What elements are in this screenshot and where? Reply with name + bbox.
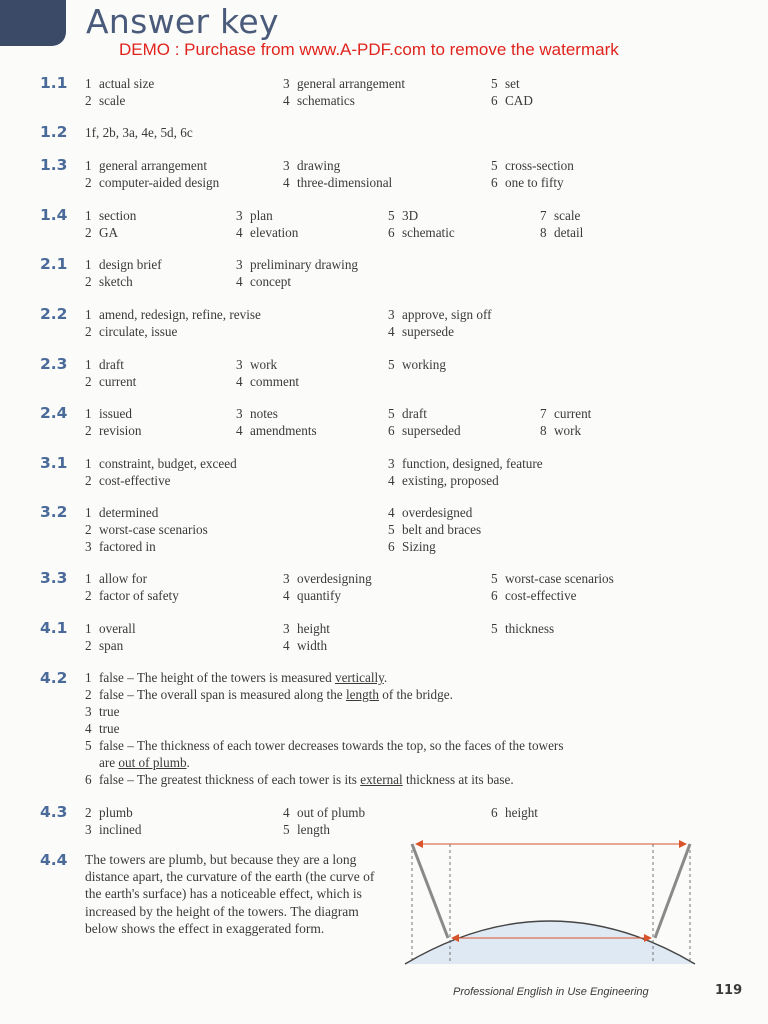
- answer-item: 4 schematics: [283, 93, 355, 108]
- answer-text: 1f, 2b, 3a, 4e, 5d, 6c: [85, 125, 193, 140]
- page-number: 119: [715, 983, 743, 998]
- answer-item: 7 scale: [540, 208, 581, 223]
- answer-item: 3 drawing: [283, 158, 341, 173]
- answer-item: 4 concept: [236, 274, 292, 289]
- answer-item: 1 amend, redesign, refine, revise: [85, 307, 261, 322]
- section-number: 4.1: [40, 619, 68, 637]
- answer-item: 8 detail: [540, 225, 584, 240]
- answer-item: 3 plan: [236, 208, 273, 223]
- answer-item: 8 work: [540, 423, 582, 438]
- answer-item: 1 constraint, budget, exceed: [85, 456, 237, 471]
- answer-item: 2 revision: [85, 423, 142, 438]
- answer-item: 4 quantify: [283, 588, 341, 603]
- answer-line: are out of plumb.: [99, 755, 190, 770]
- answer-item: 2 cost-effective: [85, 473, 171, 488]
- answer-item: 6 CAD: [491, 93, 533, 108]
- answer-line: 5 false – The thickness of each tower decreases towards the top, so the faces of the towers: [85, 738, 564, 753]
- answer-item: 1 allow for: [85, 571, 147, 586]
- answer-item: 2 factor of safety: [85, 588, 179, 603]
- answer-item: 4 existing, proposed: [388, 473, 499, 488]
- answer-item: 1 general arrangement: [85, 158, 207, 173]
- answer-item: 4 width: [283, 638, 328, 653]
- answer-item: 1 issued: [85, 406, 132, 421]
- answer-item: 3 general arrangement: [283, 76, 405, 91]
- answer-item: 4 overdesigned: [388, 505, 473, 520]
- answer-item: 1 actual size: [85, 76, 155, 91]
- section-number: 2.4: [40, 404, 68, 422]
- answer-item: 3 notes: [236, 406, 278, 421]
- answer-item: 5 draft: [388, 406, 427, 421]
- answer-item: 3 overdesigning: [283, 571, 372, 586]
- section-number: 2.1: [40, 255, 68, 273]
- answer-item: 2 GA: [85, 225, 119, 240]
- answer-line: 1 false – The height of the towers is measured vertically.: [85, 670, 388, 685]
- page-title: Answer key: [86, 2, 279, 41]
- answer-item: 1 draft: [85, 357, 124, 372]
- section-number: 3.2: [40, 503, 68, 521]
- answer-item: 6 one to fifty: [491, 175, 564, 190]
- section-number: 1.2: [40, 123, 68, 141]
- answer-item: 2 sketch: [85, 274, 133, 289]
- answer-item: 6 Sizing: [388, 539, 436, 554]
- explanation-paragraph: The towers are plumb, but because they are a long distance apart, the curvature of the earth (the curve of the earth's surface) has a noticeable effect, which is increased by the height of the towers. The diagram below shows the effect in exaggerated form.: [85, 852, 375, 936]
- answer-item: 6 schematic: [388, 225, 455, 240]
- tower-curvature-diagram: [400, 838, 700, 968]
- answer-item: 2 circulate, issue: [85, 324, 178, 339]
- answer-line: 6 false – The greatest thickness of each tower is its external thickness at its base.: [85, 772, 514, 787]
- answer-item: 4 supersede: [388, 324, 454, 339]
- answer-item: 3 preliminary drawing: [236, 257, 359, 272]
- chapter-tab: [0, 0, 66, 46]
- answer-item: 3 function, designed, feature: [388, 456, 543, 471]
- right-tower: [655, 844, 690, 938]
- demo-watermark: DEMO : Purchase from www.A-PDF.com to remove the watermark: [119, 40, 619, 59]
- section-number: 1.3: [40, 156, 68, 174]
- answer-item: 1 section: [85, 208, 137, 223]
- answer-item: 4 elevation: [236, 225, 299, 240]
- section-number: 2.3: [40, 355, 68, 373]
- left-tower: [412, 844, 448, 938]
- answer-item: 5 belt and braces: [388, 522, 482, 537]
- answer-item: 4 three-dimensional: [283, 175, 393, 190]
- answer-item: 4 amendments: [236, 423, 317, 438]
- answer-item: 7 current: [540, 406, 592, 421]
- answer-item: 3 work: [236, 357, 278, 372]
- answer-item: 4 out of plumb: [283, 805, 366, 820]
- answer-item: 2 current: [85, 374, 137, 389]
- answer-item: 3 height: [283, 621, 330, 636]
- answer-item: 1 determined: [85, 505, 159, 520]
- answer-line: 3 true: [85, 704, 120, 719]
- section-number: 1.4: [40, 206, 68, 224]
- answer-item: 2 worst-case scenarios: [85, 522, 208, 537]
- section-number: 4.2: [40, 669, 68, 687]
- section-number: 3.1: [40, 454, 68, 472]
- answer-item: 5 worst-case scenarios: [491, 571, 614, 586]
- answer-item: 5 3D: [388, 208, 419, 223]
- answer-item: 6 cost-effective: [491, 588, 577, 603]
- section-number: 4.4: [40, 851, 68, 869]
- answer-item: 5 cross-section: [491, 158, 574, 173]
- answer-item: 1 design brief: [85, 257, 162, 272]
- answer-line: 2 false – The overall span is measured along the length of the bridge.: [85, 687, 453, 702]
- answer-item: 3 inclined: [85, 822, 142, 837]
- section-number: 2.2: [40, 305, 68, 323]
- section-number: 4.3: [40, 803, 68, 821]
- answer-item: 5 length: [283, 822, 330, 837]
- answer-item: 3 approve, sign off: [388, 307, 492, 322]
- answer-item: 6 height: [491, 805, 538, 820]
- answer-item: 5 thickness: [491, 621, 555, 636]
- answer-item: 5 working: [388, 357, 446, 372]
- answer-item: 4 comment: [236, 374, 300, 389]
- section-number: 3.3: [40, 569, 68, 587]
- answer-item: 2 scale: [85, 93, 126, 108]
- section-number: 1.1: [40, 74, 68, 92]
- answer-item: 3 factored in: [85, 539, 156, 554]
- answer-line: 4 true: [85, 721, 120, 736]
- answer-item: 2 span: [85, 638, 124, 653]
- answer-item: 2 computer-aided design: [85, 175, 220, 190]
- answer-item: 6 superseded: [388, 423, 461, 438]
- answer-item: 2 plumb: [85, 805, 133, 820]
- answer-item: 5 set: [491, 76, 520, 91]
- book-title: Professional English in Use Engineering: [453, 986, 649, 998]
- answer-item: 1 overall: [85, 621, 136, 636]
